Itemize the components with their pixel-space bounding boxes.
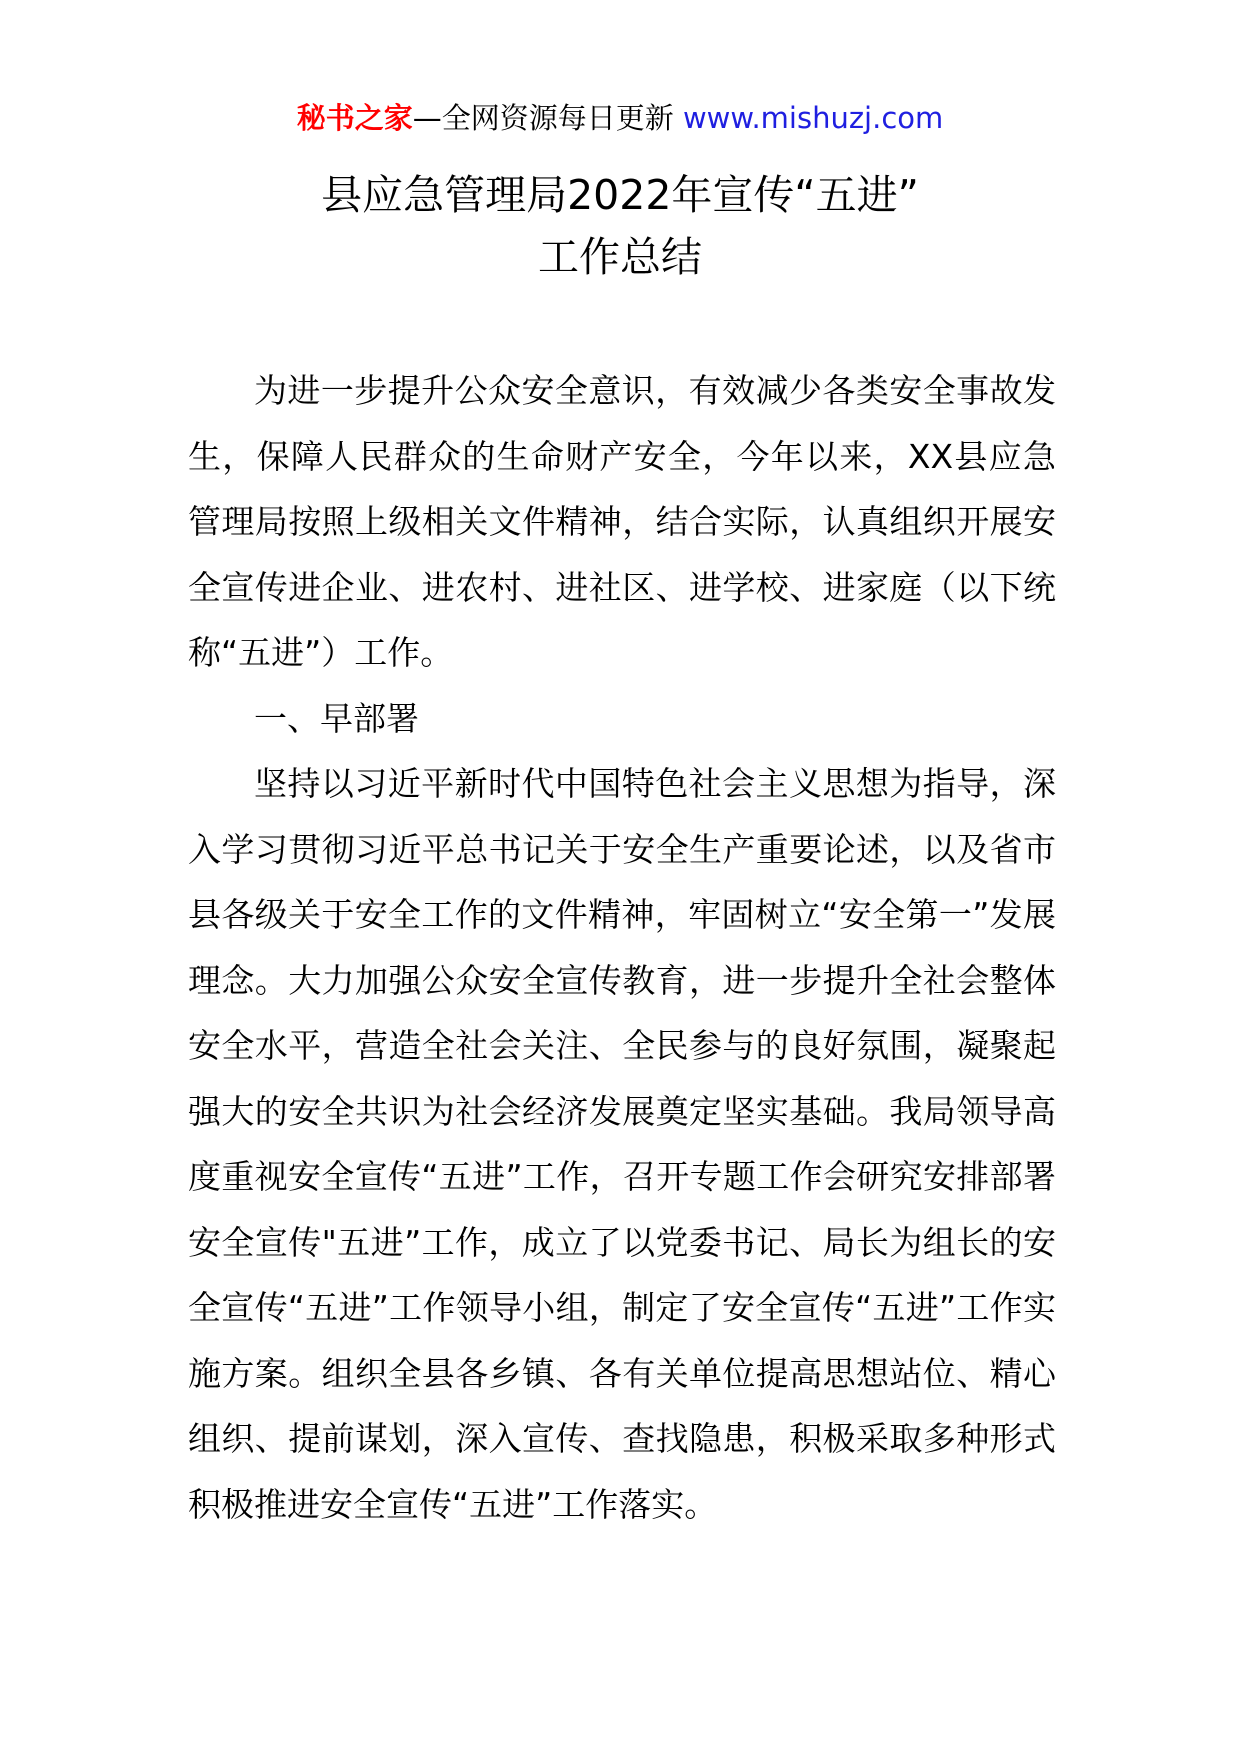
- site-header: [0, 98, 1240, 138]
- site-tagline: —全网资源每日更新: [412, 101, 674, 135]
- site-url-link[interactable]: www.mishuzj.com: [682, 101, 944, 135]
- document-title: [0, 164, 1240, 288]
- section-paragraph: 坚持以习近平新时代中国特色社会主义思想为指导，深入学习贯彻习近平总书记关于安全生产重要论述，以及省市县各级关于安全工作的文件精神，牢固树立“安全第一”发展理念。大力加强公众安全宣传教育，进一步提升全社会整体安全水平，营造全社会关注、全民参与的良好氛围，凝聚起强大的安全共识为社会经济发展奠定坚实基础。我局领导高度重视安全宣传“五进”工作，召开专题工作会研究安排部署安全宣传"五进”工作，成立了以党委书记、局长为组长的安全宣传“五进”工作领导小组，制定了安全宣传“五进”工作实施方案。组织全县各乡镇、各有关单位提高思想站位、精心组织、提前谋划，深入宣传、查找隐患，积极采取多种形式积极推进安全宣传“五进”工作落实。: [188, 764, 1056, 1524]
- section-heading: 一、早部署: [254, 698, 419, 738]
- intro-paragraph: 为进一步提升公众安全意识，有效减少各类安全事故发生，保障人民群众的生命财产安全，今年以来，XX县应急管理局按照上级相关文件精神，结合实际，认真组织开展安全宣传进企业、进农村、进社区、进学校、进家庭（以下统称“五进”）工作。: [188, 371, 1056, 672]
- site-brand: 秘书之家: [296, 101, 413, 135]
- title-line-2: 工作总结: [538, 233, 702, 281]
- title-line-1: 县应急管理局2022年宣传“五进”: [321, 171, 919, 219]
- document-body: [188, 358, 1056, 1537]
